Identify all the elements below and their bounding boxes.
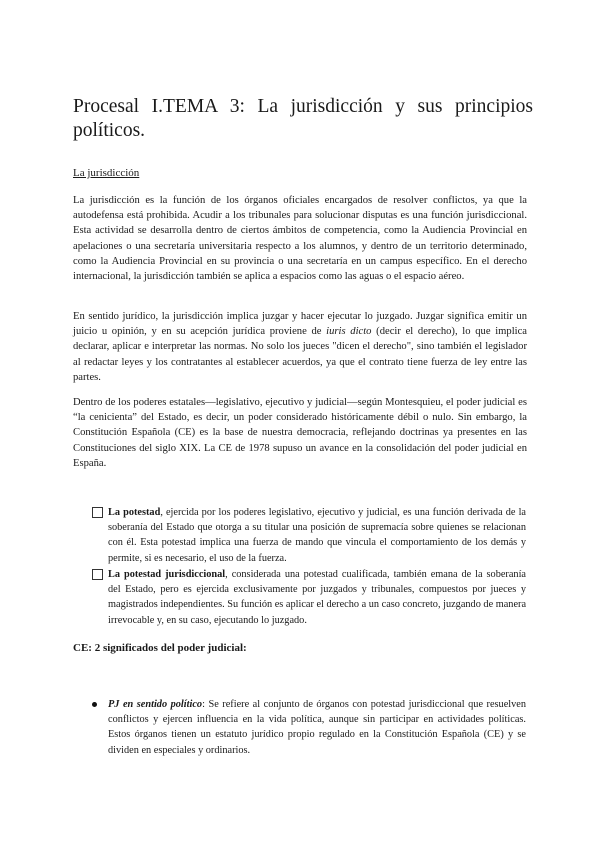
bullet-dot-icon <box>92 702 97 707</box>
section-heading-ce: CE: 2 significados del poder judicial: <box>73 642 247 654</box>
document-title: Procesal I.TEMA 3: La jurisdicción y sus principios políticos. <box>73 96 533 141</box>
checkbox-item-bold: La potestad <box>108 507 161 518</box>
section-heading-jurisdiccion: La jurisdicción <box>73 167 140 179</box>
paragraph-3: Dentro de los poderes estatales—legislativo, ejecutivo y judicial—según Montesquieu, el poder judicial es “la cenicienta” del Estado, es decir, un poder considerado históricamente débil o nulo. Sin embargo, la Constitución Española (CE) es la base de nuestra democracia, reflejando doctrinas ya presentes en las Constituciones del siglo XIX. La CE de 1978 supuso un avance en la consolidación del poder judicial en España. <box>73 397 527 469</box>
paragraph-1: La jurisdicción es la función de los órganos oficiales encargados de resolver conflictos, ya que la autodefensa está prohibida. Acudir a los tribunales para solucionar disputas es una función jurisdiccional. Esta actividad se desarrolla dentro de ciertos ámbitos de competencia, como la Audiencia Provincial en apelaciones o una secretaría universitaria respecto a los alumnos, y dentro de un territorio determinado, como la Audiencia Provincial en su provincia o una secretaría en un campus específico. En el derecho internacional, la jurisdicción también se aplica a espacios como las aguas o el espacio aéreo. <box>73 195 527 283</box>
bullet-item-text: : Se refiere al conjunto de órganos con potestad jurisdiccional que resuelven conflictos y ejercen influencia en la vida política, aunque sin participar en actividades políticas. Estos órganos tienen un estatuto jurídico propio regulado en la Constitución Española (CE) y se dividen en especiales y ordinarios. <box>108 699 526 756</box>
checkbox-item-potestad-jurisdiccional <box>108 567 526 628</box>
checkbox-item-bold: La potestad jurisdiccional <box>108 569 226 580</box>
bullet-item-pj-politico <box>108 697 526 758</box>
checkbox-icon <box>92 569 103 580</box>
paragraph-2-italic: iuris dicto <box>326 326 372 338</box>
checkbox-item-potestad <box>108 505 526 566</box>
paragraph-2-text-b: (decir el derecho), lo que implica declarar, aplicar e interpretar las normas. No solo los jueces "dicen el derecho", sino también el legislador al redactar leyes y los contratantes al establecer acuerdos, ya que el contrato tiene fuerza de ley entre las partes. <box>73 326 528 383</box>
paragraph-2-text-a: En sentido jurídico, la jurisdicción implica juzgar y hacer ejecutar lo juzgado. Juzgar significa emitir un juicio u opinión, y en su acepción jurídica proviene de <box>73 311 527 338</box>
checkbox-item-text: , considerada una potestad cualificada, también emana de la soberanía del Estado, pero es ejercida exclusivamente por juzgados y tribunales, compuestos por jueces y magistrados independientes. Su función es aplicar el derecho a un caso concreto, juzgando de manera irrevocable y, en su caso, ejecutando lo juzgado. <box>108 569 527 626</box>
checkbox-item-text: , ejercida por los poderes legislativo, ejecutivo y judicial, es una función derivada de la soberanía del Estado que otorga a su titular una posición de supremacía sobre quienes se relacionan con él. Esta potestad implica una fuerza de mando que vincula el comportamiento de los demás y permite, si es necesario, el uso de la fuerza. <box>108 507 526 564</box>
paragraph-2 <box>73 309 527 385</box>
checkbox-icon <box>92 507 103 518</box>
bullet-item-bold-italic: PJ en sentido político <box>108 699 203 710</box>
